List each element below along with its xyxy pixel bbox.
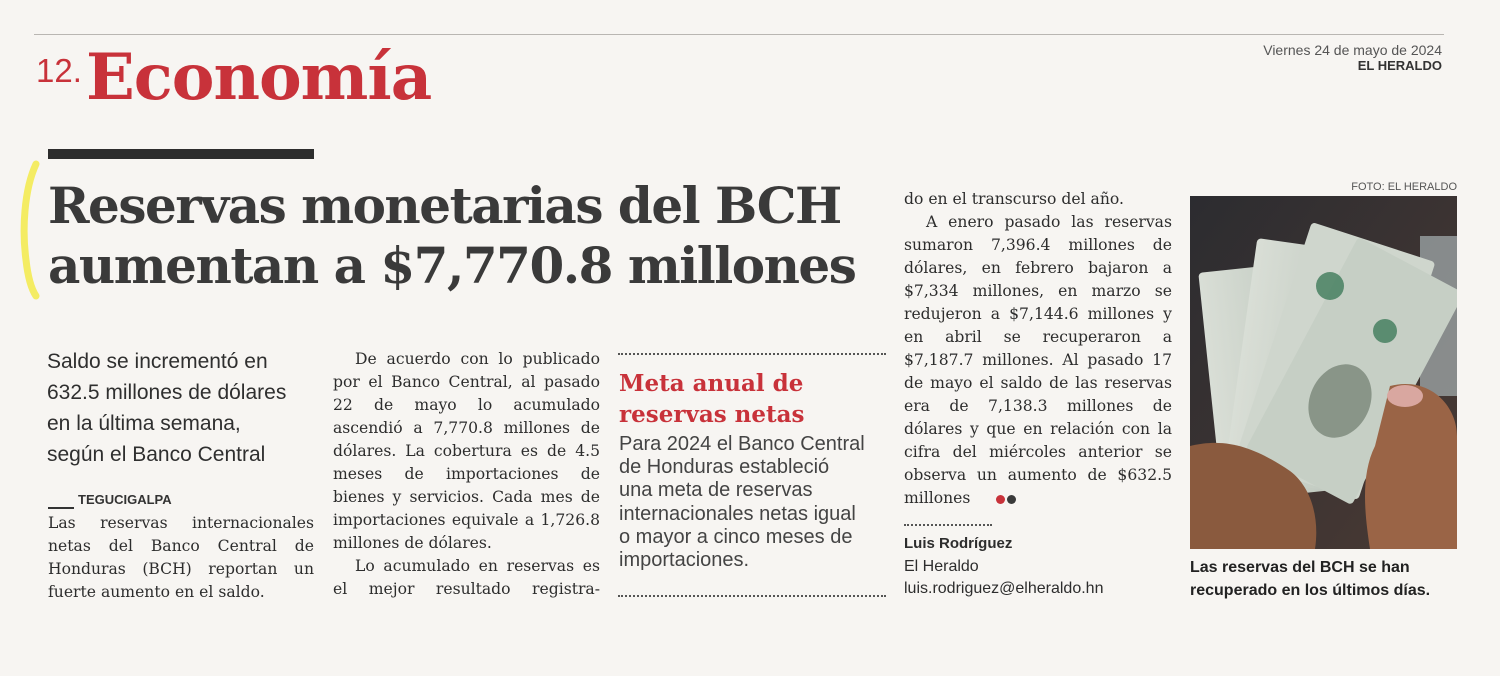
body-paragraph: De acuerdo con lo publicado por el Banco Central, al pasado 22 de mayo lo acumulado ascendió a 7,770.8 millones de dólares. La cobertura es de 4.5 meses de importaciones de bienes y servicios. Cada mes de importaciones equivale a 1,726.8 millones de dólares.	[333, 350, 600, 552]
body-paragraph: Las reservas internacionales netas del Banco Central de Honduras (BCH) reportan un fuerte aumento en el saldo.	[48, 514, 314, 601]
article-column-2	[333, 348, 600, 601]
body-paragraph: Lo acumulado en reservas es el mejor resultado registra-	[333, 557, 600, 598]
subhead-line: Saldo se incrementó en	[47, 350, 268, 373]
subhead-line: 632.5 millones de dólares	[47, 381, 287, 404]
headline-line: Reservas monetarias del BCH	[48, 176, 841, 235]
money-photo	[1190, 196, 1457, 549]
sidebar-text-line: Para 2024 el Banco Central	[619, 433, 865, 455]
byline-rule	[904, 524, 992, 526]
body-paragraph: do en el transcurso del año.	[904, 190, 1124, 208]
sidebar-title-line: Meta anual de	[619, 370, 804, 397]
sidebar-title	[619, 368, 889, 430]
caption-line: recuperado en los últimos días.	[1190, 582, 1431, 599]
article-headline	[48, 176, 878, 296]
sidebar-text-line: una meta de reservas	[619, 479, 813, 502]
dateline: TEGUCIGALPA	[78, 492, 172, 507]
caption-line: Las reservas del BCH se han	[1190, 559, 1410, 576]
publication-date: Viernes 24 de mayo de 2024	[1263, 42, 1442, 58]
headline-line: aumentan a $7,770.8 millones	[48, 236, 856, 295]
article-column-3	[904, 188, 1172, 510]
byline-author: Luis Rodríguez	[904, 535, 1013, 552]
body-paragraph-text: A enero pasado las reservas sumaron 7,396.4 millones de dólares, en febrero bajaron a $7,334 millones, en marzo se redujeron a $7,144.6 millones y en abril se recuperaron a $7,187.7 millones. Al pasado 17 de mayo el saldo de las reservas era de 7,138.3 millones de dólares y que en relación con la cifra del miércoles anterior se observa un aumento de $632.5 millones	[904, 213, 1172, 507]
sidebar-text-line: internacionales netas igual	[619, 502, 856, 525]
dateline-rule	[48, 507, 74, 509]
headline-kicker-bar	[48, 149, 314, 159]
photo-caption	[1190, 556, 1470, 602]
sidebar-bottom-rule	[618, 595, 886, 597]
photo-credit: FOTO: EL HERALDO	[1351, 181, 1457, 193]
end-of-article-icon	[972, 487, 1016, 510]
byline-outlet: El Heraldo	[904, 558, 979, 575]
sidebar-title-line: reservas netas	[619, 401, 805, 428]
sidebar-text-line: o mayor a cinco meses de	[619, 525, 853, 548]
subhead-line: según el Banco Central	[47, 443, 266, 466]
subhead-line: en la última semana,	[47, 412, 241, 435]
sidebar-text	[619, 433, 891, 572]
section-title: Economía	[86, 40, 432, 115]
sidebar-text-line: importaciones.	[619, 549, 750, 572]
article-subhead	[47, 346, 327, 470]
page-number: 12.	[36, 52, 82, 89]
sidebar-top-rule	[618, 353, 886, 355]
sidebar-text-line: de Honduras estableció	[619, 456, 830, 479]
highlighter-mark	[14, 160, 42, 300]
newspaper-name: EL HERALDO	[1357, 58, 1442, 73]
article-column-1	[48, 512, 314, 604]
byline-email: luis.rodriguez@elheraldo.hn	[904, 580, 1104, 597]
top-divider	[34, 34, 1444, 35]
body-paragraph	[904, 211, 1172, 510]
